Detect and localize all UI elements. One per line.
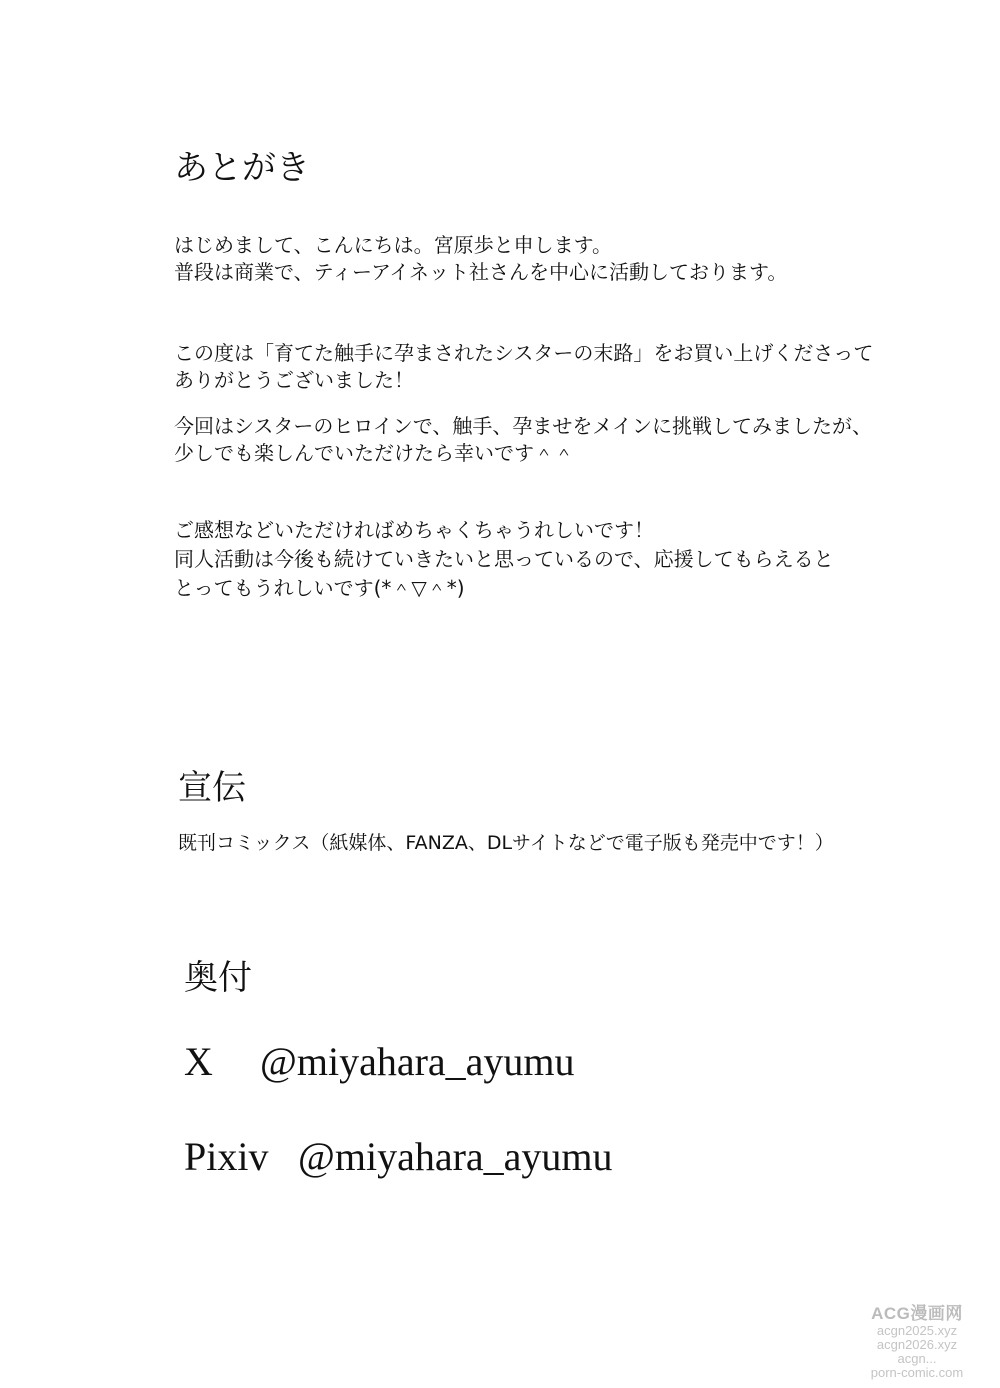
watermark-line: acgn2025.xyz (876, 1323, 958, 1338)
x-label: X (184, 1039, 213, 1084)
intro-line-2: 普段は商業で、ティーアイネット社さんを中心に活動しております。 (174, 260, 788, 284)
watermark (862, 1299, 972, 1380)
challenge-line-2: 少しでも楽しんでいただけたら幸いです＾＾ (174, 441, 574, 465)
colophon-heading: 奥付 (184, 958, 252, 998)
watermark-line: acgn... (897, 1351, 937, 1366)
pixiv-label: Pixiv (184, 1134, 269, 1179)
pixiv-handle: @miyahara_ayumu (298, 1134, 613, 1179)
challenge-line-1: 今回はシスターのヒロインで、触手、孕ませをメインに挑戦してみましたが、 (174, 414, 872, 438)
x-handle: @miyahara_ayumu (260, 1039, 575, 1084)
intro-line-1: はじめまして、こんにちは。宮原歩と申します。 (174, 233, 612, 257)
closing-line-3: とってもうれしいです(*＾▽＾*) (174, 576, 465, 600)
thanks-line-2: ありがとうございました！ (174, 368, 414, 392)
promo-heading: 宣伝 (178, 768, 246, 808)
watermark-logo: ACG漫画网 (871, 1304, 963, 1323)
thanks-line-1: この度は「育てた触手に孕まされたシスターの末路」をお買い上げくださって (174, 341, 874, 365)
closing-line-2: 同人活動は今後も続けていきたいと思っているので、応援してもらえると (174, 547, 834, 571)
closing-line-1: ご感想などいただければめちゃくちゃうれしいです！ (174, 518, 654, 542)
promo-text: 既刊コミックス（紙媒体、FANZA、DLサイトなどで電子版も発売中です！） (178, 832, 834, 854)
watermark-line: acgn2026.xyz (876, 1337, 958, 1352)
afterword-heading: あとがき (174, 148, 310, 188)
watermark-line: porn-comic.com (870, 1365, 964, 1380)
